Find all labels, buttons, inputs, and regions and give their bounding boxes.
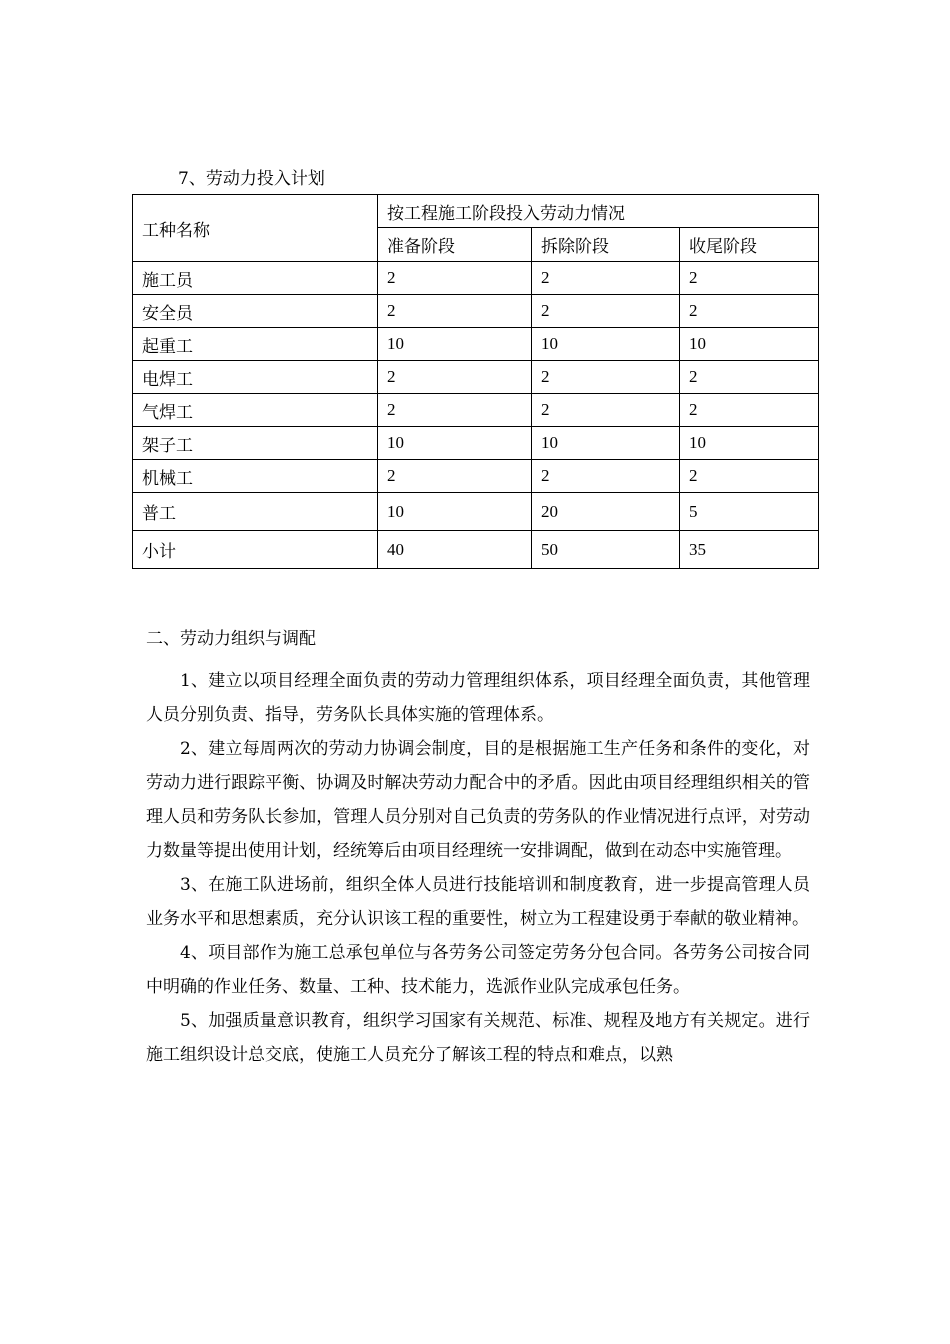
paragraph: 4、项目部作为施工总承包单位与各劳务公司签定劳务分包合同。各劳务公司按合同中明确的作业任务、数量、工种、技术能力，选派作业队完成承包任务。 xyxy=(146,943,810,997)
value-cell: 2 xyxy=(378,262,532,295)
trade-name-cell: 电焊工 xyxy=(133,361,378,394)
section-title: 二、劳动力组织与调配 xyxy=(146,629,316,649)
value-cell: 10 xyxy=(680,427,819,460)
body-paragraphs xyxy=(146,664,810,1072)
value-cell: 2 xyxy=(532,361,680,394)
value-cell: 50 xyxy=(532,531,680,569)
value-cell: 10 xyxy=(378,328,532,361)
table-row xyxy=(133,427,819,460)
table-caption: 7、劳动力投入计划 xyxy=(178,169,325,189)
value-cell: 10 xyxy=(378,493,532,531)
trade-name-cell: 普工 xyxy=(133,493,378,531)
table-header-row xyxy=(133,195,819,228)
trade-name-cell: 安全员 xyxy=(133,295,378,328)
labor-plan-table xyxy=(132,194,819,569)
trade-name-cell: 施工员 xyxy=(133,262,378,295)
value-cell: 2 xyxy=(378,361,532,394)
value-cell: 2 xyxy=(680,361,819,394)
stage-header-cell: 准备阶段 xyxy=(378,228,532,262)
trade-name-cell: 架子工 xyxy=(133,427,378,460)
stage-header-cell: 收尾阶段 xyxy=(680,228,819,262)
table-row xyxy=(133,262,819,295)
value-cell: 20 xyxy=(532,493,680,531)
value-cell: 2 xyxy=(532,394,680,427)
value-cell: 2 xyxy=(532,295,680,328)
corner-header-cell: 工种名称 xyxy=(133,195,378,262)
stage-header-cell: 拆除阶段 xyxy=(532,228,680,262)
table-row xyxy=(133,394,819,427)
paragraph: 1、建立以项目经理全面负责的劳动力管理组织体系，项目经理全面负责，其他管理人员分别负责、指导，劳务队长具体实施的管理体系。 xyxy=(146,671,810,725)
value-cell: 35 xyxy=(680,531,819,569)
value-cell: 10 xyxy=(680,328,819,361)
value-cell: 2 xyxy=(680,262,819,295)
group-header-cell: 按工程施工阶段投入劳动力情况 xyxy=(378,195,819,228)
value-cell: 2 xyxy=(680,460,819,493)
table-row xyxy=(133,295,819,328)
trade-name-cell: 小计 xyxy=(133,531,378,569)
value-cell: 2 xyxy=(378,460,532,493)
table-subtotal-row xyxy=(133,531,819,569)
trade-name-cell: 气焊工 xyxy=(133,394,378,427)
value-cell: 10 xyxy=(532,427,680,460)
value-cell: 2 xyxy=(532,460,680,493)
trade-name-cell: 机械工 xyxy=(133,460,378,493)
value-cell: 10 xyxy=(378,427,532,460)
table-row xyxy=(133,493,819,531)
table-row xyxy=(133,361,819,394)
paragraph: 2、建立每周两次的劳动力协调会制度，目的是根据施工生产任务和条件的变化，对劳动力进行跟踪平衡、协调及时解决劳动力配合中的矛盾。因此由项目经理组织相关的管理人员和劳务队长参加，管理人员分别对自己负责的劳务队的作业情况进行点评，对劳动力数量等提出使用计划，经统筹后由项目经理统一安排调配，做到在动态中实施管理。 xyxy=(146,739,810,861)
trade-name-cell: 起重工 xyxy=(133,328,378,361)
value-cell: 2 xyxy=(680,394,819,427)
value-cell: 2 xyxy=(532,262,680,295)
value-cell: 2 xyxy=(378,394,532,427)
table-row xyxy=(133,328,819,361)
paragraph: 5、加强质量意识教育，组织学习国家有关规范、标准、规程及地方有关规定。进行施工组织设计总交底，使施工人员充分了解该工程的特点和难点，以熟 xyxy=(146,1011,810,1065)
value-cell: 2 xyxy=(378,295,532,328)
paragraph: 3、在施工队进场前，组织全体人员进行技能培训和制度教育，进一步提高管理人员业务水平和思想素质，充分认识该工程的重要性，树立为工程建设勇于奉献的敬业精神。 xyxy=(146,875,810,929)
value-cell: 40 xyxy=(378,531,532,569)
value-cell: 10 xyxy=(532,328,680,361)
table-row xyxy=(133,460,819,493)
value-cell: 5 xyxy=(680,493,819,531)
value-cell: 2 xyxy=(680,295,819,328)
